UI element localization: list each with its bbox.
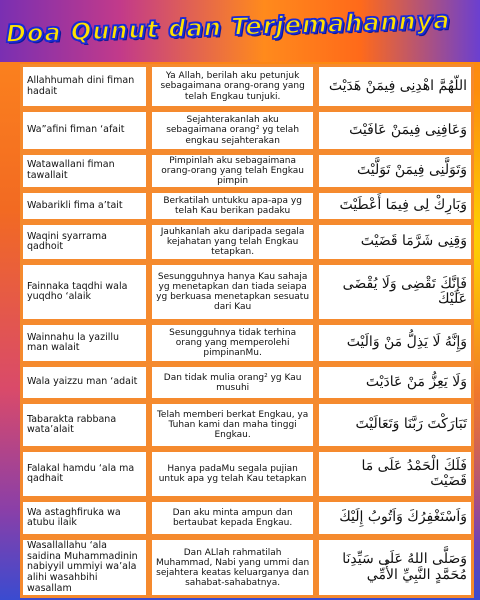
meaning-cell: Berkatilah untukku apa-apa yg telah Kau berikan padaku [149, 190, 317, 222]
latin-cell: Wala yaizzu man ‘adait [20, 364, 149, 401]
table-row [20, 401, 474, 449]
arabic-cell: وَعَافِنِى فِيمَنْ عَافَيْتَ [316, 109, 474, 152]
table-row [20, 222, 474, 262]
table-row [20, 322, 474, 364]
arabic-cell: وَصَلَّى اللهُ عَلَى سَيِّدِنَا مُحَمَّدٍ النَّبِيِّ الأُمِّي [316, 537, 474, 598]
latin-cell: Wa astaghfiruka wa atubu ilaik [20, 499, 149, 537]
latin-cell: Tabarakta rabbana wata’alait [20, 401, 149, 449]
latin-cell: Allahhumah dini fiman hadait [20, 64, 149, 109]
latin-cell: Watawallani fiman tawallait [20, 152, 149, 190]
arabic-cell: وَلَا يَعِزُّ مَنْ عَادَيْتَ [316, 364, 474, 401]
arabic-cell: وَبَارِكْ لِى فِيمَا أَعْطَيْتَ [316, 190, 474, 222]
latin-cell: Fainnaka taqdhi wala yuqdho ‘alaik [20, 262, 149, 322]
latin-cell: Waqini syarrama qadhoit [20, 222, 149, 262]
arabic-cell: فَإِنَّكَ تَقْضِى وَلَا يُقْضَى عَلَيْكَ [316, 262, 474, 322]
meaning-cell: Dan aku minta ampun dan bertaubat kepada Engkau. [149, 499, 317, 537]
arabic-cell: فَلَكَ الْحَمْدُ عَلَى مَا قَضَيْتَ [316, 449, 474, 499]
arabic-cell: وَقِنِى شَرَّمَا قَضَيْتَ [316, 222, 474, 262]
table-row [20, 152, 474, 190]
table-row [20, 364, 474, 401]
arabic-cell: تَبَارَكْتَ رَبَّنَا وَتَعَالَيْتَ [316, 401, 474, 449]
meaning-cell: Dan ALlah rahmatilah Muhammad, Nabi yang ummi dan sejahtera keatas keluarganya dan sahabat-sahabatnya. [149, 537, 317, 598]
table-row [20, 109, 474, 152]
meaning-cell: Pimpinlah aku sebagaimana orang-orang yang telah Engkau pimpin [149, 152, 317, 190]
table-row [20, 190, 474, 222]
latin-cell: Wainnahu la yazillu man walait [20, 322, 149, 364]
arabic-cell: وَإِنَّهُ لَا يَذِلُّ مَنْ وَالَيْتَ [316, 322, 474, 364]
arabic-cell: وَتَوَلَّنِى فِيمَنْ تَوَلَّيْتَ [316, 152, 474, 190]
meaning-cell: Telah memberi berkat Engkau, ya Tuhan kami dan maha tinggi Engkau. [149, 401, 317, 449]
table-row [20, 499, 474, 537]
table-row [20, 449, 474, 499]
latin-cell: Wabarikli fima a’tait [20, 190, 149, 222]
table-row [20, 262, 474, 322]
meaning-cell: Jauhkanlah aku daripada segala kejahatan yang telah Engkau tetapkan. [149, 222, 317, 262]
page-title: Doa Qunut dan Terjemahannya [5, 6, 451, 48]
table-row [20, 64, 474, 109]
meaning-cell: Sejahterakanlah aku sebagaimana orang² yg telah engkau sejahterakan [149, 109, 317, 152]
meaning-cell: Hanya padaMu segala pujian untuk apa yg telah Kau tetapkan [149, 449, 317, 499]
meaning-cell: Sesungguhnya tidak terhina orang yang memperolehi pimpinanMu. [149, 322, 317, 364]
arabic-cell: اللّهُمَّ اهْدِنِى فِيمَنْ هَدَيْتَ [316, 64, 474, 109]
meaning-cell: Dan tidak mulia orang² yg Kau musuhi [149, 364, 317, 401]
meaning-cell: Ya Allah, berilah aku petunjuk sebagaimana orang-orang yang telah Engkau tunjuki. [149, 64, 317, 109]
meaning-cell: Sesungguhnya hanya Kau sahaja yg menetapkan dan tiada seiapa yg berkuasa menetapkan sesuatu dari Kau [149, 262, 317, 322]
table-row [20, 537, 474, 598]
latin-cell: Wasallallahu ‘ala saidina Muhammadinin nabiyyil ummiyi wa’ala alihi wasahbihi wasallam [20, 537, 149, 598]
latin-cell: Wa”afini fiman ‘afait [20, 109, 149, 152]
doa-table [20, 64, 474, 598]
latin-cell: Falakal hamdu ‘ala ma qadhait [20, 449, 149, 499]
arabic-cell: وَاَسْتَغْفِرُكَ وَاَتُوبُ إِلَيْكَ [316, 499, 474, 537]
